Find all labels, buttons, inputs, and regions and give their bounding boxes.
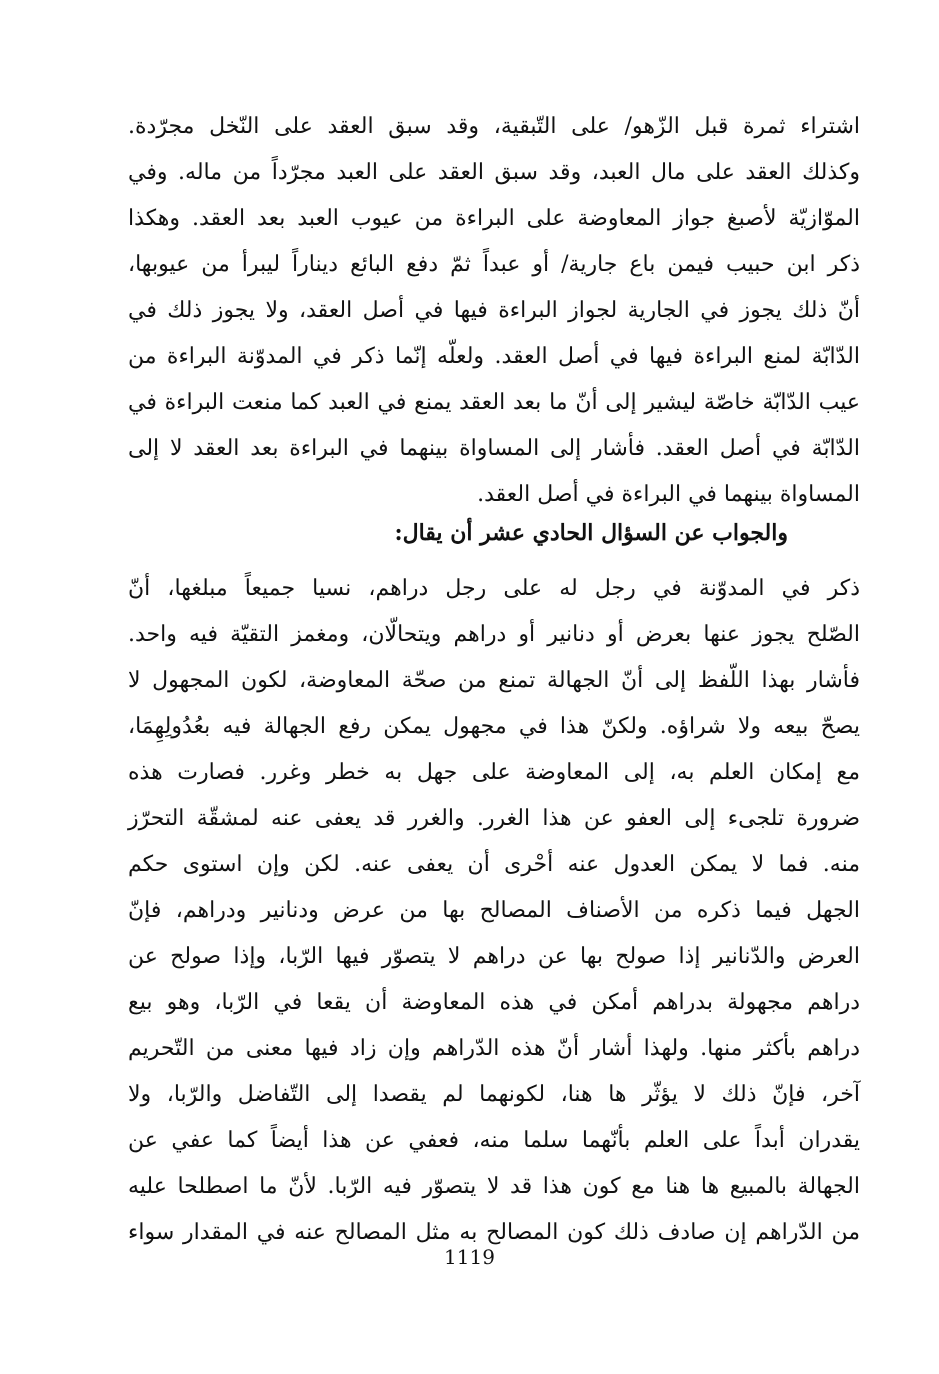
section-heading-block <box>128 510 860 556</box>
text-line: ضرورة تلجىء إلى العفو عن هذا الغرر. والغرر قد يعفى عنه لمشقّة التحرّز <box>128 806 860 831</box>
text-line: الصّلح يجوز عنها بعرض أو دنانير أو دراهم ويتحالّان، ومغمز التقيّة فيه واحد. <box>128 622 860 647</box>
text-line: يقدران أبداً على العلم بأنّهما سلما منه، فعفي عن هذا أيضاً كما عفي عن <box>128 1128 860 1153</box>
text-line: عيب الدّابّة خاصّة ليشير إلى أنّ ما بعد العقد يمنع في العبد كما منعت البراءة في <box>128 390 860 415</box>
text-line: العرض والدّنانير إذا صولح بها عن دراهم لا يتصوّر فيها الرّبا، وإذا صولح عن <box>128 944 860 969</box>
text-line: المساواة بينهما في البراءة في أصل العقد. <box>477 482 860 507</box>
text-line: الموّازيّة لأصبغ جواز المعاوضة على البراءة من عيوب العبد بعد العقد. وهكذا <box>128 206 860 231</box>
text-line: دراهم بأكثر منها. ولهذا أشار أنّ هذه الدّراهم وإن زاد فيها معنى من التّحريم <box>128 1036 860 1061</box>
text-line: دراهم مجهولة بدراهم أمكن في هذه المعاوضة أن يقعا في الرّبا، وهو بيع <box>128 990 860 1015</box>
text-line: الجهالة بالمبيع ها هنا مع كون هذا قد لا يتصوّر فيه الرّبا. لأنّ ما اصطلحا عليه <box>128 1174 860 1199</box>
text-line: الجهل فيما ذكره من الأصناف المصالح بها من عرض ودنانير ودراهم، فإنّ <box>128 898 860 923</box>
text-line: الدّابّة في أصل العقد. فأشار إلى المساواة بينهما في البراءة بعد العقد لا إلى <box>128 436 860 461</box>
text-line: من الدّراهم إن صادف ذلك كون المصالح به مثل المصالح عنه في المقدار سواء <box>128 1220 860 1245</box>
text-line: الدّابّة لمنع البراءة فيها في أصل العقد. ولعلّه إنّما ذكر في المدوّنة البراءة من <box>128 344 860 369</box>
text-line: ذكر ابن حبيب فيمن باع جارية/ أو عبداً ثمّ دفع البائع ديناراً ليبرأ من عيوبها، <box>128 252 860 277</box>
text-line: فأشار بهذا اللّفظ إلى أنّ الجهالة تمنع من صحّة المعاوضة، لكون المجهول لا <box>128 668 860 693</box>
page-number: 1119 <box>444 1245 495 1269</box>
paragraph-1 <box>128 104 860 518</box>
section-heading: والجواب عن السؤال الحادي عشر أن يقال: <box>394 520 788 546</box>
text-line: وكذلك العقد على مال العبد، وقد سبق العقد على العبد مجرّداً من ماله. وفي <box>128 160 860 185</box>
text-line: يصحّ بيعه ولا شراؤه. ولكنّ هذا في مجهول يمكن رفع الجهالة فيه بعُدُولِهِمَا، <box>128 714 860 739</box>
text-line: ذكر في المدوّنة في رجل له على رجل دراهم، نسيا جميعاً مبلغها، أنّ <box>128 576 860 601</box>
text-line: مع إمكان العلم به، إلى المعاوضة على جهل به خطر وغرر. فصارت هذه <box>128 760 860 785</box>
text-line: أنّ ذلك يجوز في الجارية لجواز البراءة فيها في أصل العقد، ولا يجوز ذلك في <box>128 298 860 323</box>
text-line: اشتراء ثمرة قبل الزّهو/ على التّبقية، وقد سبق العقد على النّخل مجرّدة. <box>128 114 860 139</box>
text-line: آخر، فإنّ ذلك لا يؤثّر ها هنا، لكونهما لم يقصدا إلى التّفاضل والرّبا، ولا <box>128 1082 860 1107</box>
text-line: منه. فما لا يمكن العدول عنه أحْرى أن يعفى عنه. لكن وإن استوى حكم <box>128 852 860 877</box>
paragraph-2 <box>128 566 860 1256</box>
